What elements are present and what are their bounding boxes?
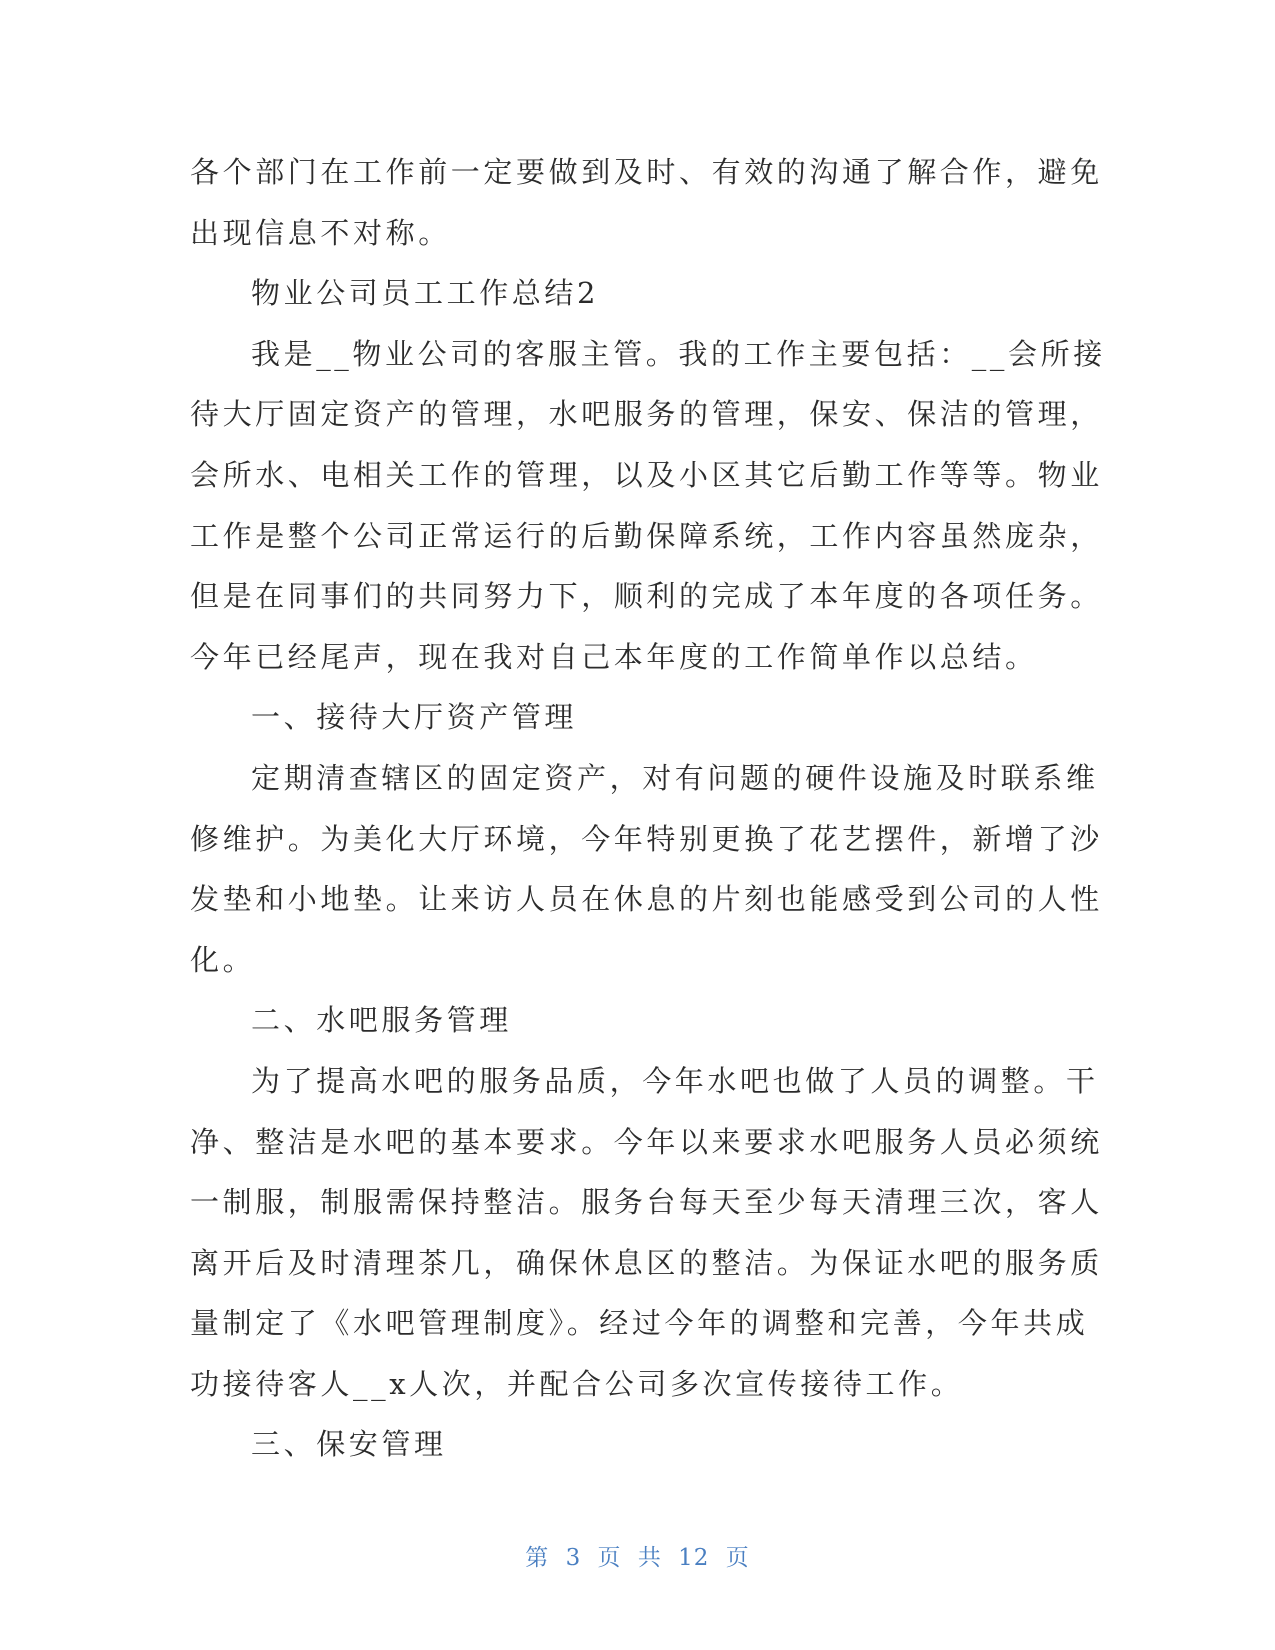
document-body xyxy=(190,142,1106,1475)
text-line: 修维护。为美化大厅环境，今年特别更换了花艺摆件，新增了沙 xyxy=(190,821,1103,856)
text-line: 但是在同事们的共同努力下，顺利的完成了本年度的各项任务。 xyxy=(190,579,1103,614)
footer-page-word: 页 xyxy=(597,1545,622,1571)
text-line: 各个部门在工作前一定要做到及时、有效的沟通了解合作，避免 xyxy=(190,155,1103,189)
text-line: 净、整洁是水吧的基本要求。今年以来要求水吧服务人员必须统 xyxy=(190,1124,1103,1159)
footer-current-page: 3 xyxy=(565,1545,582,1571)
text-line: 出现信息不对称。 xyxy=(190,215,451,250)
footer-total-suffix: 页 xyxy=(725,1545,750,1571)
text-line: 定期清查辖区的固定资产，对有问题的硬件设施及时联系维 xyxy=(251,760,1099,795)
footer-total-prefix: 共 xyxy=(637,1545,662,1571)
text-line: 今年已经尾声，现在我对自己本年度的工作简单作以总结。 xyxy=(190,639,1038,674)
text-line: 我是__物业公司的客服主管。我的工作主要包括：__会所接 xyxy=(251,336,1106,371)
text-line: 一、接待大厅资产管理 xyxy=(251,700,578,735)
text-line: 二、水吧服务管理 xyxy=(251,1003,512,1038)
text-line: 功接待客人__x人次，并配合公司多次宣传接待工作。 xyxy=(190,1366,964,1401)
text-line: 量制定了《水吧管理制度》。经过今年的调整和完善，今年共成 xyxy=(190,1306,1089,1341)
text-line: 一制服，制服需保持整洁。服务台每天至少每天清理三次，客人 xyxy=(190,1185,1103,1220)
text-line: 发垫和小地垫。让来访人员在休息的片刻也能感受到公司的人性 xyxy=(190,882,1103,917)
page-footer xyxy=(0,1539,1275,1572)
footer-prefix: 第 xyxy=(525,1545,550,1571)
text-line: 化。 xyxy=(190,942,256,977)
footer-total-pages: 12 xyxy=(678,1545,710,1571)
text-line: 三、保安管理 xyxy=(251,1427,447,1462)
text-line: 为了提高水吧的服务品质，今年水吧也做了人员的调整。干 xyxy=(251,1063,1099,1098)
text-line: 物业公司员工工作总结2 xyxy=(251,276,600,311)
text-line: 工作是整个公司正常运行的后勤保障系统，工作内容虽然庞杂， xyxy=(190,518,1103,553)
text-line: 离开后及时清理茶几，确保休息区的整洁。为保证水吧的服务质 xyxy=(190,1245,1103,1280)
text-line: 待大厅固定资产的管理，水吧服务的管理，保安、保洁的管理， xyxy=(190,397,1103,432)
text-line: 会所水、电相关工作的管理，以及小区其它后勤工作等等。物业 xyxy=(190,457,1103,492)
